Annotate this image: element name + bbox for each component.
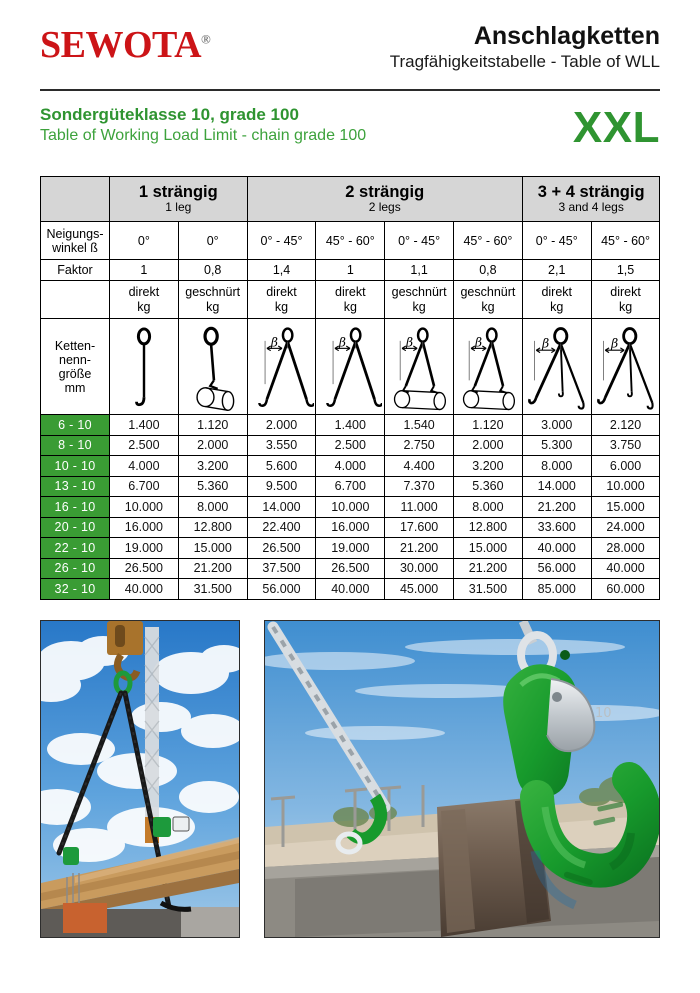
wll-value: 26.500 <box>316 558 385 579</box>
sewota-logo <box>40 26 211 64</box>
wll-value: 56.000 <box>247 579 316 600</box>
wll-value: 3.200 <box>454 456 523 477</box>
wll-value: 2.000 <box>454 435 523 456</box>
photo-green-foundry-hook-on-steel-beam <box>264 620 660 938</box>
factor-cell: 1 <box>316 260 385 281</box>
table-row <box>41 497 660 518</box>
wll-value: 5.360 <box>454 476 523 497</box>
wll-value: 6.000 <box>591 456 660 477</box>
wll-value: 8.000 <box>178 497 247 518</box>
factor-cell: 2,1 <box>522 260 591 281</box>
row-label-blank <box>41 281 110 319</box>
pictogram-cell <box>110 319 179 415</box>
method-cell: geschnürt kg <box>385 281 454 319</box>
table-row <box>41 558 660 579</box>
wll-value: 1.120 <box>454 415 523 436</box>
chain-size-label: 20 - 10 <box>41 517 110 538</box>
factor-cell: 1,4 <box>247 260 316 281</box>
page-header <box>40 22 660 84</box>
wll-value: 2.500 <box>110 435 179 456</box>
group-label-en: 2 legs <box>368 200 401 215</box>
angle-cell: 0° <box>178 222 247 260</box>
wll-value: 2.500 <box>316 435 385 456</box>
wll-value: 19.000 <box>110 538 179 559</box>
wll-value: 15.000 <box>591 497 660 518</box>
angle-cell: 0° <box>110 222 179 260</box>
angle-cell: 45° - 60° <box>454 222 523 260</box>
wll-value: 40.000 <box>591 558 660 579</box>
row-label-factor: Faktor <box>41 260 110 281</box>
angle-cell: 45° - 60° <box>316 222 385 260</box>
wll-table <box>40 176 660 600</box>
factor-cell: 0,8 <box>178 260 247 281</box>
xxl-badge: XXL <box>572 103 660 152</box>
pictogram-cell <box>178 319 247 415</box>
chain-size-label: 6 - 10 <box>41 415 110 436</box>
section-title-de: Sondergüteklasse 10, grade 100 <box>40 105 299 124</box>
wll-value: 15.000 <box>454 538 523 559</box>
page-subtitle: Tragfähigkeitstabelle - Table of WLL <box>389 52 660 71</box>
wll-value: 2.000 <box>178 435 247 456</box>
two-leg-direct-icon <box>248 320 316 414</box>
wll-value: 16.000 <box>110 517 179 538</box>
table-row <box>41 415 660 436</box>
chain-size-label: 22 - 10 <box>41 538 110 559</box>
wll-value: 31.500 <box>454 579 523 600</box>
pictogram-cell <box>247 319 316 415</box>
group-label-de: 3 + 4 strängig <box>537 183 645 202</box>
angle-cell: 0° - 45° <box>522 222 591 260</box>
wll-value: 19.000 <box>316 538 385 559</box>
wll-value: 26.500 <box>247 538 316 559</box>
section-header <box>40 104 660 160</box>
table-factor-row <box>41 260 660 281</box>
wll-value: 3.750 <box>591 435 660 456</box>
wll-value: 37.500 <box>247 558 316 579</box>
chain-size-label: 26 - 10 <box>41 558 110 579</box>
wll-value: 33.600 <box>522 517 591 538</box>
method-cell: direkt kg <box>522 281 591 319</box>
wll-value: 8.000 <box>454 497 523 518</box>
table-method-row <box>41 281 660 319</box>
wll-value: 5.360 <box>178 476 247 497</box>
method-cell: direkt kg <box>316 281 385 319</box>
photo-gallery <box>40 620 660 936</box>
factor-cell: 1,5 <box>591 260 660 281</box>
svg-text:β: β <box>474 334 483 349</box>
wll-value: 31.500 <box>178 579 247 600</box>
pictogram-cell <box>316 319 385 415</box>
wll-value: 9.500 <box>247 476 316 497</box>
wll-value: 5.300 <box>522 435 591 456</box>
angle-cell: 0° - 45° <box>247 222 316 260</box>
wll-value: 16.000 <box>316 517 385 538</box>
table-pictogram-row <box>41 319 660 415</box>
wll-value: 2.000 <box>247 415 316 436</box>
chain-size-label: 16 - 10 <box>41 497 110 518</box>
table-group-header-row <box>41 177 660 222</box>
wll-value: 8.000 <box>522 456 591 477</box>
group-label-de: 1 strängig <box>138 183 218 202</box>
pictogram-cell <box>522 319 591 415</box>
table-angle-row <box>41 222 660 260</box>
wll-value: 11.000 <box>385 497 454 518</box>
wll-value: 10.000 <box>110 497 179 518</box>
wll-value: 2.120 <box>591 415 660 436</box>
wll-value: 1.400 <box>110 415 179 436</box>
wll-value: 21.200 <box>385 538 454 559</box>
wll-value: 4.400 <box>385 456 454 477</box>
chain-size-label: 8 - 10 <box>41 435 110 456</box>
single-leg-direct-icon <box>110 320 178 414</box>
group-header-3-4-legs <box>522 177 660 222</box>
angle-cell: 45° - 60° <box>591 222 660 260</box>
wll-value: 12.800 <box>178 517 247 538</box>
svg-text:β: β <box>270 334 278 349</box>
method-cell: direkt kg <box>247 281 316 319</box>
wll-value: 60.000 <box>591 579 660 600</box>
svg-text:10: 10 <box>595 706 612 721</box>
svg-text:β: β <box>406 334 414 349</box>
wll-value: 6.700 <box>316 476 385 497</box>
wll-value: 24.000 <box>591 517 660 538</box>
wll-value: 10.000 <box>316 497 385 518</box>
chain-size-label: 32 - 10 <box>41 579 110 600</box>
pictogram-cell <box>454 319 523 415</box>
table-row <box>41 579 660 600</box>
wll-value: 56.000 <box>522 558 591 579</box>
wll-value: 4.000 <box>316 456 385 477</box>
pictogram-cell <box>591 319 660 415</box>
chain-size-label: 10 - 10 <box>41 456 110 477</box>
svg-text:β: β <box>541 335 549 350</box>
two-leg-choked-icon <box>385 320 453 414</box>
svg-text:β: β <box>339 334 347 349</box>
wll-value: 1.540 <box>385 415 454 436</box>
wll-value: 21.200 <box>178 558 247 579</box>
wll-value: 21.200 <box>522 497 591 518</box>
wll-value: 40.000 <box>110 579 179 600</box>
pictogram-cell <box>385 319 454 415</box>
wll-value: 14.000 <box>247 497 316 518</box>
photo-chain-sling-lifting-timber <box>40 620 240 938</box>
wll-value: 17.600 <box>385 517 454 538</box>
wll-value: 3.200 <box>178 456 247 477</box>
header-titles <box>390 22 660 72</box>
group-header-2-legs <box>247 177 522 222</box>
table-row <box>41 517 660 538</box>
table-row <box>41 476 660 497</box>
factor-cell: 1 <box>110 260 179 281</box>
method-cell: direkt kg <box>591 281 660 319</box>
page-title: Anschlagketten <box>473 22 660 50</box>
chain-size-label: 13 - 10 <box>41 476 110 497</box>
wll-value: 30.000 <box>385 558 454 579</box>
brand-name: SEWOTA <box>40 24 202 66</box>
registered-trademark-icon: ® <box>201 31 211 47</box>
angle-cell: 0° - 45° <box>385 222 454 260</box>
row-label-chain-size: Ketten- nenn- größe mm <box>41 319 110 415</box>
method-cell: direkt kg <box>110 281 179 319</box>
wll-value: 40.000 <box>316 579 385 600</box>
wll-value: 26.500 <box>110 558 179 579</box>
wll-value: 45.000 <box>385 579 454 600</box>
wll-value: 7.370 <box>385 476 454 497</box>
table-row <box>41 538 660 559</box>
wll-value: 3.000 <box>522 415 591 436</box>
wll-value: 15.000 <box>178 538 247 559</box>
wll-value: 1.400 <box>316 415 385 436</box>
four-leg-direct-icon <box>592 320 660 414</box>
group-label-en: 3 and 4 legs <box>558 200 624 215</box>
wll-value: 10.000 <box>591 476 660 497</box>
wll-value: 4.000 <box>110 456 179 477</box>
factor-cell: 0,8 <box>454 260 523 281</box>
wll-value: 21.200 <box>454 558 523 579</box>
header-divider <box>40 89 660 91</box>
wll-value: 28.000 <box>591 538 660 559</box>
wll-value: 2.750 <box>385 435 454 456</box>
wll-value: 22.400 <box>247 517 316 538</box>
factor-cell: 1,1 <box>385 260 454 281</box>
wll-value: 85.000 <box>522 579 591 600</box>
row-label-angle: Neigungs- winkel ß <box>41 222 110 260</box>
svg-text:β: β <box>610 335 618 350</box>
two-leg-direct-icon <box>316 320 384 414</box>
wll-value: 6.700 <box>110 476 179 497</box>
method-cell: geschnürt kg <box>178 281 247 319</box>
two-leg-choked-icon <box>454 320 522 414</box>
wll-value: 14.000 <box>522 476 591 497</box>
section-title-en: Table of Working Load Limit - chain grade 100 <box>40 127 367 145</box>
wll-value: 1.120 <box>178 415 247 436</box>
group-label-en: 1 leg <box>165 200 192 215</box>
group-label-de: 2 strängig <box>345 183 425 202</box>
method-cell: geschnürt kg <box>454 281 523 319</box>
group-header-1-leg <box>110 177 248 222</box>
four-leg-direct-icon <box>523 320 591 414</box>
table-row <box>41 456 660 477</box>
table-row <box>41 435 660 456</box>
wll-value: 12.800 <box>454 517 523 538</box>
wll-value: 40.000 <box>522 538 591 559</box>
single-leg-choked-icon <box>179 320 247 414</box>
wll-value: 5.600 <box>247 456 316 477</box>
corner-cell <box>41 177 110 222</box>
wll-value: 3.550 <box>247 435 316 456</box>
